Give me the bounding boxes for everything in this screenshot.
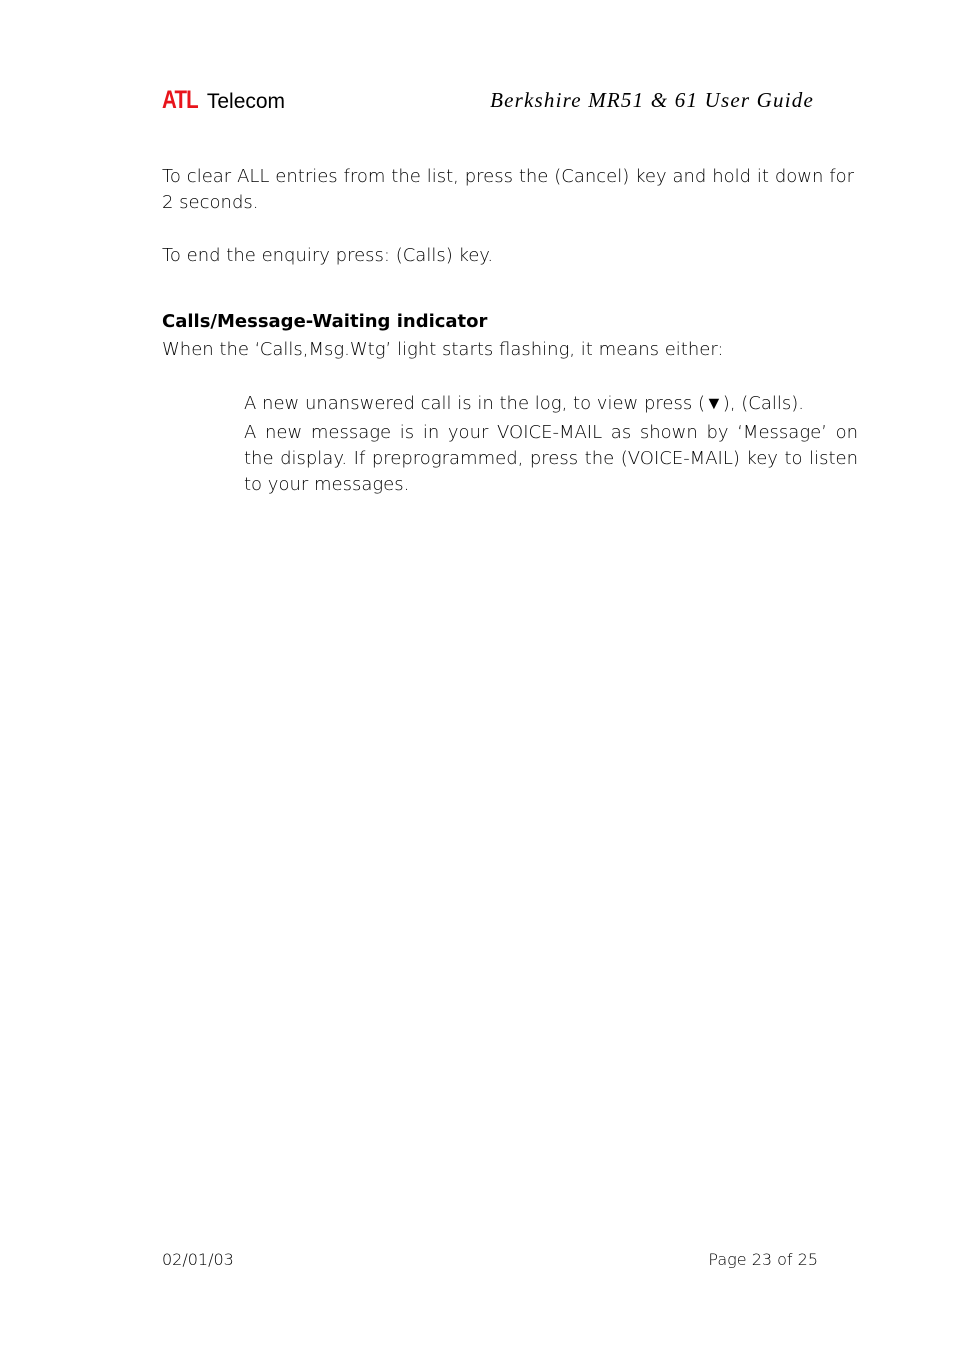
section-heading: Calls/Message-Waiting indicator xyxy=(162,311,488,332)
page-content xyxy=(162,164,858,498)
brand-logo: ATL xyxy=(162,86,198,114)
paragraph-clear-all: To clear ALL entries from the list, press the (Cancel) key and hold it down for 2 seconds. xyxy=(162,166,854,213)
indicator-list xyxy=(244,391,858,498)
paragraph-end-enquiry: To end the enquiry press: (Calls) key. xyxy=(162,245,494,266)
page-footer xyxy=(162,1250,818,1274)
list-item: A new message is in your VOICE-MAIL as shown by ‘Message’ on the display. If preprogrammed, press the (VOICE-MAIL) key to listen to your messages. xyxy=(244,422,858,495)
document-title: Berkshire MR51 & 61 User Guide xyxy=(490,88,814,112)
page-number: Page 23 of 25 xyxy=(708,1250,818,1269)
section-intro: When the ‘Calls,Msg.Wtg’ light starts flashing, it means either: xyxy=(162,339,724,360)
page-header xyxy=(162,86,814,120)
footer-date: 02/01/03 xyxy=(162,1250,234,1269)
list-item: A new unanswered call is in the log, to view press (▼), (Calls). xyxy=(244,393,805,414)
brand xyxy=(162,86,285,115)
brand-name: Telecom xyxy=(206,90,286,113)
